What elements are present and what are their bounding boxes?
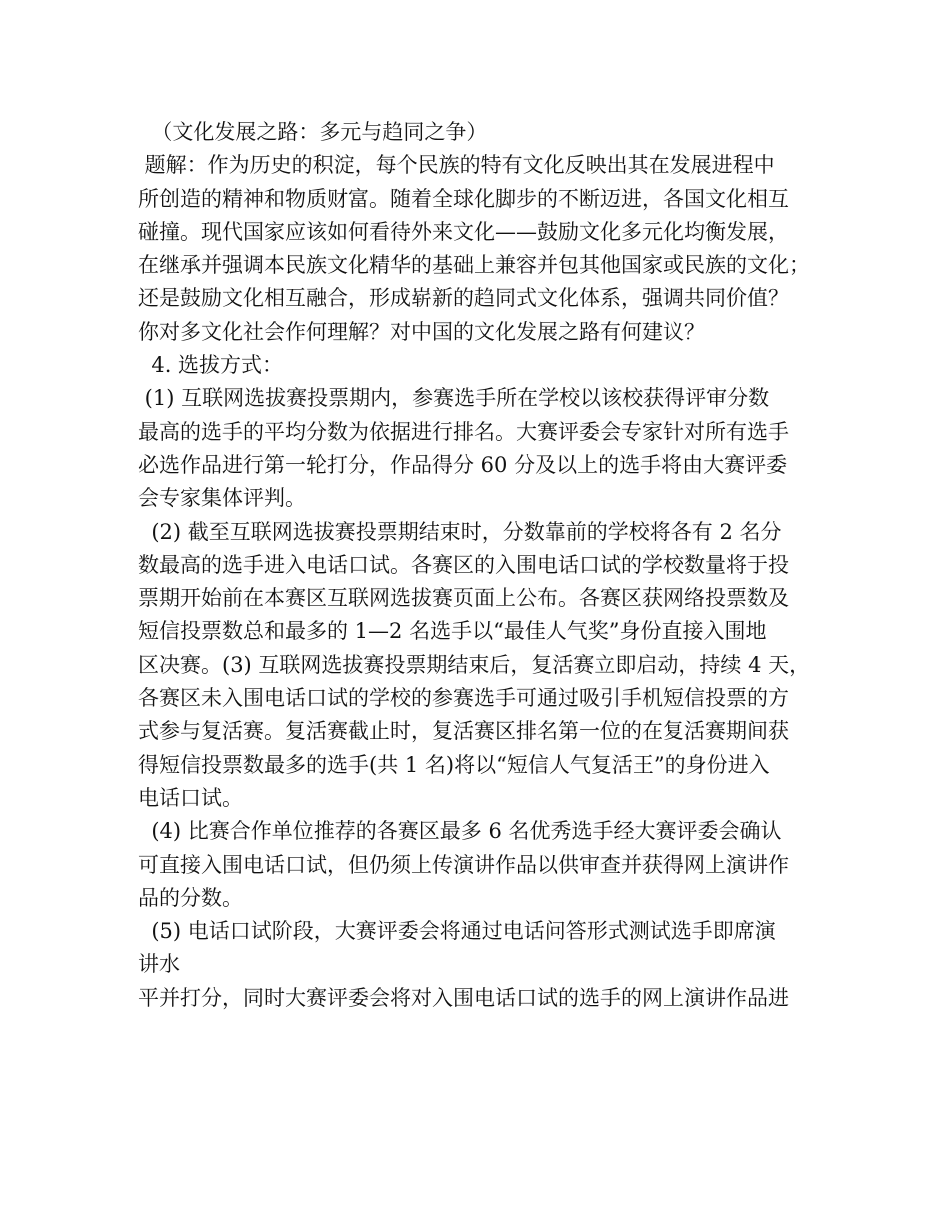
text-line: 品的分数。 [138, 885, 243, 910]
text-line: 得短信投票数最多的选手(共 1 名)将以“短信人气复活王”的身份进入 [138, 752, 770, 777]
section-heading: 4. 选拔方式： [138, 353, 284, 378]
text-line: 数最高的选手进入电话口试。各赛区的入围电话口试的学校数量将于投 [138, 552, 789, 577]
text-line: (4) 比赛合作单位推荐的各赛区最多 6 名优秀选手经大赛评委会确认 [138, 819, 782, 844]
text-line: 会专家集体评判。 [138, 486, 306, 511]
text-line: 所创造的精神和物质财富。随着全球化脚步的不断迈进，各国文化相互 [138, 186, 789, 211]
document-body [138, 116, 818, 1015]
section-title: （文化发展之路：多元与趋同之争） [138, 120, 488, 144]
text-line: (2) 截至互联网选拔赛投票期结束时，分数靠前的学校将各有 2 名分 [138, 519, 782, 544]
text-line: 最高的选手的平均分数为依据进行排名。大赛评委会专家针对所有选手 [138, 419, 789, 444]
text-line: 电话口试。 [138, 785, 243, 810]
text-line: 还是鼓励文化相互融合，形成崭新的趋同式文化体系，强调共同价值？ [138, 286, 789, 311]
text-line: 碰撞。现代国家应该如何看待外来文化——鼓励文化多元化均衡发展， [138, 219, 789, 244]
text-line: 式参与复活赛。复活赛截止时，复活赛区排名第一位的在复活赛期间获 [138, 719, 789, 744]
text-line: 各赛区未入围电话口试的学校的参赛选手可通过吸引手机短信投票的方 [138, 686, 789, 711]
text-line: 题解：作为历史的积淀，每个民族的特有文化反映出其在发展进程中 [138, 153, 775, 178]
text-line: 票期开始前在本赛区互联网选拔赛页面上公布。各赛区获网络投票数及 [138, 586, 789, 611]
text-line: (5) 电话口试阶段，大赛评委会将通过电话问答形式测试选手即席演 [138, 919, 776, 944]
text-line: 你对多文化社会作何理解？对中国的文化发展之路有何建议？ [138, 319, 705, 344]
text-line: 必选作品进行第一轮打分，作品得分 60 分及以上的选手将由大赛评委 [138, 452, 788, 477]
text-line: 区决赛。(3) 互联网选拔赛投票期结束后，复活赛立即启动，持续 4 天， [138, 652, 811, 677]
text-line: 在继承并强调本民族文化精华的基础上兼容并包其他国家或民族的文化； [138, 253, 810, 278]
text-line: (1) 互联网选拔赛投票期内，参赛选手所在学校以该校获得评审分数 [138, 386, 770, 411]
text-line: 可直接入围电话口试，但仍须上传演讲作品以供审查并获得网上演讲作 [138, 852, 789, 877]
text-line: 讲水 [138, 952, 180, 977]
text-line: 平并打分，同时大赛评委会将对入围电话口试的选手的网上演讲作品进 [138, 985, 789, 1010]
text-line: 短信投票数总和最多的 1—2 名选手以“最佳人气奖”身份直接入围地 [138, 619, 767, 644]
